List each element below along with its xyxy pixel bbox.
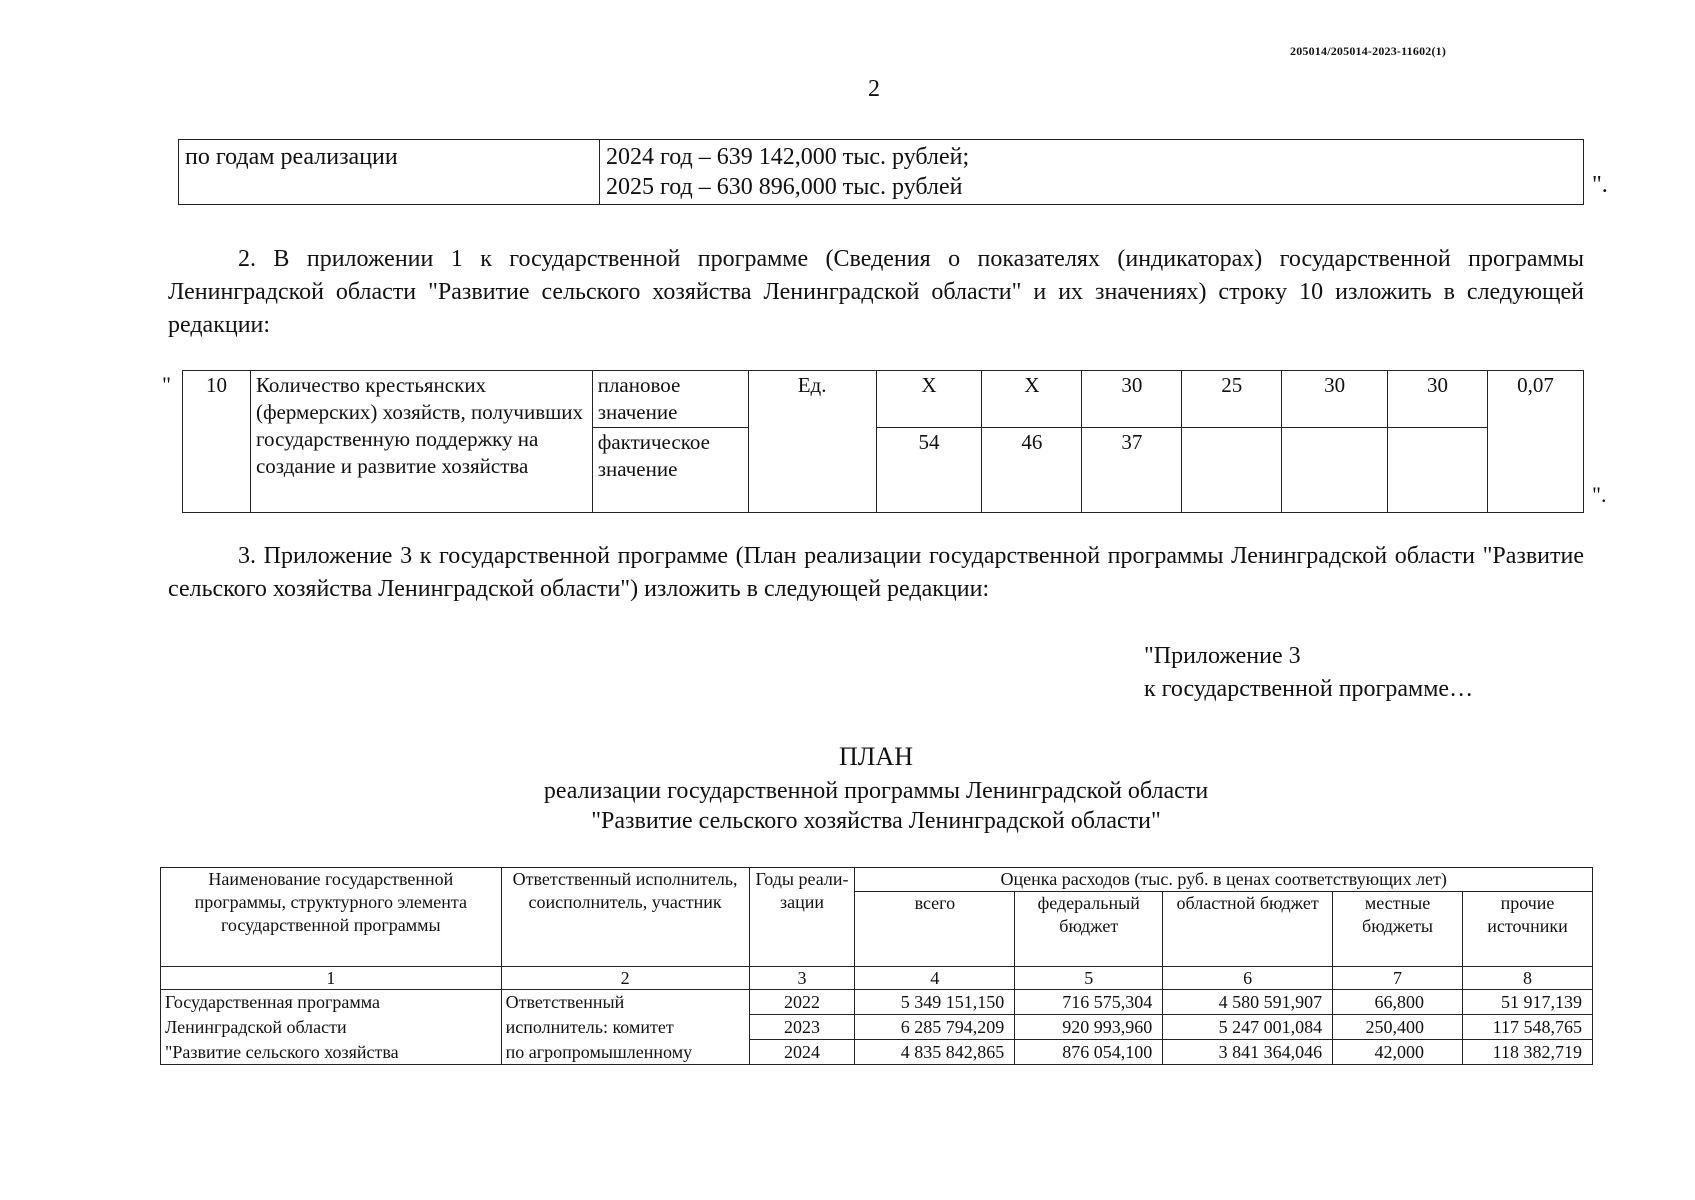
program-name-line: Государственная программа [161,990,502,1015]
opening-quote: " [162,372,171,397]
funding-line-2024: 2024 год – 639 142,000 тыс. рублей; [606,144,970,170]
year-cell: 2023 [749,1015,855,1040]
column-index: 5 [1015,967,1163,990]
year-cell: 2024 [749,1040,855,1065]
plan-subtitle-1: реализации государственной программы Ленинградской области [543,778,1209,804]
total-cell: 5 349 151,150 [855,990,1015,1015]
year-cell: 2022 [749,990,855,1015]
total-cell: 6 285 794,209 [855,1015,1015,1040]
table-row [179,140,1584,205]
executor-line: исполнитель: комитет [501,1015,749,1040]
column-index: 7 [1333,967,1463,990]
column-index-row [161,967,1593,990]
table-row [161,990,1593,1015]
header-total: всего [855,892,1015,967]
planned-label: плановое значение [592,371,748,428]
program-name-line: "Развитие сельского хозяйства [161,1040,502,1065]
actual-value: 46 [982,428,1082,513]
funding-by-years-table [178,139,1584,205]
header-local: местные бюджеты [1333,892,1463,967]
column-index: 8 [1463,967,1593,990]
indicator-number: 10 [183,371,251,513]
regional-cell: 5 247 001,084 [1163,1015,1333,1040]
header-regional: областной бюджет [1163,892,1333,967]
appendix-line-2: к государственной программе… [1144,676,1474,702]
regional-cell: 3 841 364,046 [1163,1040,1333,1065]
funding-values-cell [600,140,1584,205]
funding-label-cell [179,140,600,205]
local-cell: 66,800 [1333,990,1463,1015]
paragraph-3-text: 3. Приложение 3 к государственной программе (План реализации государственной программы Ленинградской области "Развитие сельского хозяйства Ленинградской области") изложить в следующей редакции: [168,543,1584,602]
column-index: 1 [161,967,502,990]
local-cell: 42,000 [1333,1040,1463,1065]
planned-value: 30 [1282,371,1388,428]
indicator-unit: Ед. [748,371,876,513]
paragraph-2-text: 2. В приложении 1 к государственной программе (Сведения о показателях (индикаторах) государственной программы Ленинградской области "Развитие сельского хозяйства Ленинградской области" и их значениях) строку 10 изложить в следующей редакции: [168,246,1584,338]
other-cell: 118 382,719 [1463,1040,1593,1065]
local-cell: 250,400 [1333,1015,1463,1040]
column-index: 4 [855,967,1015,990]
federal-cell: 716 575,304 [1015,990,1163,1015]
page-number: 2 [868,76,880,102]
header-other: прочие источники [1463,892,1593,967]
federal-cell: 920 993,960 [1015,1015,1163,1040]
total-cell: 4 835 842,865 [855,1040,1015,1065]
closing-quote: ". [1592,172,1608,198]
planned-value: 25 [1182,371,1282,428]
closing-quote: ". [1592,482,1607,507]
table-row [161,1040,1593,1065]
paragraph-2 [168,243,1584,342]
paragraph-3 [168,540,1584,606]
indicator-name: Количество крестьянских (фермерских) хозяйств, получивших государственную поддержку на создание и развитие хозяйства [250,371,592,513]
actual-value [1388,428,1488,513]
planned-value: Х [876,371,982,428]
table-header-row [161,868,1593,892]
actual-label: фактическое значение [592,428,748,513]
header-years: Годы реали-зации [749,868,855,967]
actual-value: 37 [1082,428,1182,513]
planned-value: Х [982,371,1082,428]
funding-label: по годам реализации [185,144,398,170]
header-federal: федеральный бюджет [1015,892,1163,967]
plan-title: ПЛАН [839,742,913,771]
header-name: Наименование государственной программы, структурного элемента государственной программы [161,868,502,967]
funding-line-2025: 2025 год – 630 896,000 тыс. рублей [606,174,963,200]
column-index: 2 [501,967,749,990]
executor-line: по агропромышленному [501,1040,749,1065]
header-costs: Оценка расходов (тыс. руб. в ценах соответствующих лет) [855,868,1593,892]
plan-table [160,867,1593,1065]
program-name-line: Ленинградской области [161,1015,502,1040]
appendix-line-1: "Приложение 3 [1144,643,1301,669]
executor-line: Ответственный [501,990,749,1015]
plan-subtitle-2: "Развитие сельского хозяйства Ленинградской области" [591,808,1161,834]
actual-value [1182,428,1282,513]
federal-cell: 876 054,100 [1015,1040,1163,1065]
planned-value: 30 [1388,371,1488,428]
other-cell: 51 917,139 [1463,990,1593,1015]
document-id: 205014/205014-2023-11602(1) [1290,44,1447,58]
indicator-weight: 0,07 [1487,371,1583,513]
indicator-table [182,370,1584,513]
column-index: 3 [749,967,855,990]
planned-value: 30 [1082,371,1182,428]
appendix-note [1144,640,1473,706]
header-executor: Ответственный исполнитель, соисполнитель, участник [501,868,749,967]
actual-value [1282,428,1388,513]
column-index: 6 [1163,967,1333,990]
regional-cell: 4 580 591,907 [1163,990,1333,1015]
other-cell: 117 548,765 [1463,1015,1593,1040]
table-row [183,371,1584,428]
actual-value: 54 [876,428,982,513]
table-row [161,1015,1593,1040]
